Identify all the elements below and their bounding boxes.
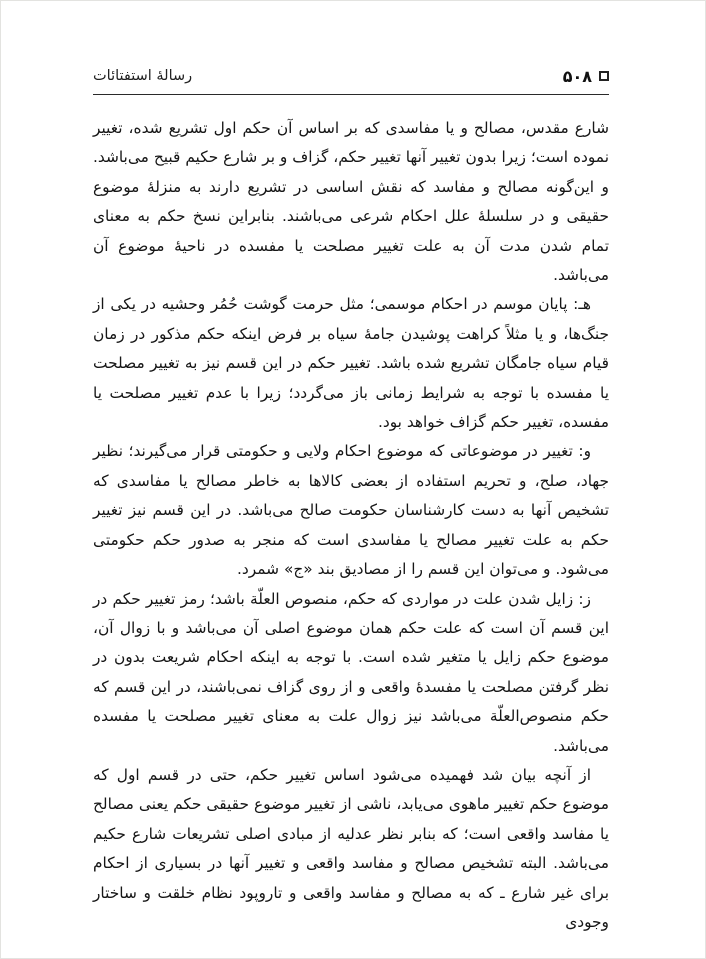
page-header [93,65,609,87]
paragraph: هـ: پایان موسم در احکام موسمی؛ مثل حرمت گوشت حُمُر وحشیه در یکی از جنگ‌ها، و یا مثلاً کراهت پوشیدن جامهٔ سیاه بر فرض اینکه حکم مذکور در زمان قیام سیاه جامگان تشریع شده باشد. تغییر حکم در این قسم نیز به تغییر مصلحت یا مفسده با توجه به شرایط زمانی باز می‌گردد؛ زیرا با عدم تغییر مصلحت یا مفسده، تغییر حکم گزاف خواهد بود. [93,295,609,432]
body-text [93,114,609,937]
page-number: ۵۰۸ [562,66,592,86]
header-rule [93,94,609,95]
running-title: رسالهٔ استفتائات [93,68,193,84]
paragraph: و: تغییر در موضوعاتی که موضوع احکام ولایی و حکومتی قرار می‌گیرند؛ نظیر جهاد، صلح، و تحریم استفاده از بعضی کالاها به خاطر مصالح یا مفاسدی که تشخیص آنها به دست کارشناسان حکومت صالح می‌باشد. در این قسم نیز تغییر حکم به علت تغییر مصالح یا مفاسدی است که منجر به صدور حکم حکومتی می‌شود. و می‌توان این قسم را از مصادیق بند «ج» شمرد. [93,442,609,579]
square-marker-icon [599,71,609,81]
paragraph: از آنچه بیان شد فهمیده می‌شود اساس تغییر حکم، حتی در قسم اول که موضوع حکم تغییر ماهوی می‌یابد، ناشی از تغییر موضوع حقیقی حکم یعنی مصالح یا مفاسد واقعی است؛ که بنابر نظر عدلیه از مبادی اصلی تشریعات شارع حکیم می‌باشد. البته تشخیص مصالح و مفاسد واقعی و تغییر آنها در بسیاری از احکام برای غیر شارع ـ که به مصالح و مفاسد واقعی و تاروپود نظام خلقت و ساختار وجودی [93,765,609,931]
page-number-group [563,67,609,86]
paragraph: شارع مقدس، مصالح و یا مفاسدی که بر اساس آن حکم اول تشریع شده، تغییر نموده است؛ زیرا بدون تغییر آنها تغییر حکم، گزاف و بر شارع حکیم قبیح می‌باشد. و این‌گونه مصالح و مفاسد که نقش اساسی در تشریع دارند به منزلهٔ موضوع حقیقی و در سلسلهٔ علل احکام شرعی می‌باشند. بنابراین نسخ حکم به معنای تمام شدن مدت آن به علت تغییر مصلحت یا مفسده در ناحیهٔ موضوع آن می‌باشد. [93,119,609,285]
paragraph: ز: زایل شدن علت در مواردی که حکم، منصوص العلّة باشد؛ رمز تغییر حکم در این قسم آن است که علت حکم همان موضوع اصلی آن می‌باشد و با زوال آن، موضوع حکم زایل یا متغیر شده است. با توجه به اینکه احکام شریعت بدون در نظر گرفتن مصلحت یا مفسدهٔ واقعی و از روی گزاف نمی‌باشند، در این قسم که حکم منصوص‌العلّة می‌باشد نیز زوال علت به معنای تغییر مصلحت یا مفسده می‌باشد. [93,589,609,755]
